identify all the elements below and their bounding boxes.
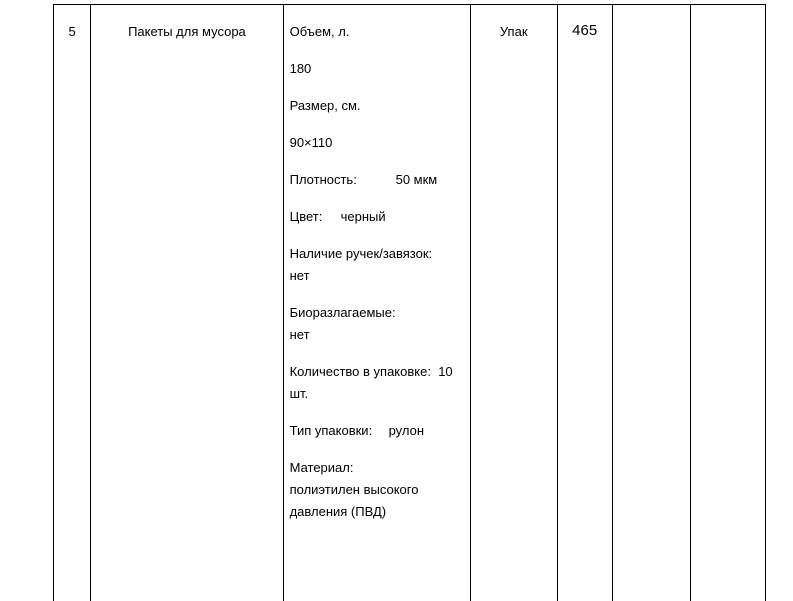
unit-cell xyxy=(470,5,557,601)
unit: Упак xyxy=(500,24,528,39)
handles-value: нет xyxy=(290,268,310,283)
bio-label: Биоразлагаемые: xyxy=(290,305,396,320)
size-label: Размер, см. xyxy=(290,95,462,117)
color-label: Цвет: xyxy=(290,206,341,228)
density-label: Плотность: xyxy=(290,169,396,191)
spec-table xyxy=(53,4,766,601)
size-value: 90×110 xyxy=(290,132,462,154)
count-line xyxy=(290,361,462,405)
volume-value: 180 xyxy=(290,58,462,80)
item-spec-cell xyxy=(283,5,470,601)
material-line xyxy=(290,457,462,523)
table-row xyxy=(54,5,766,601)
bio-value: нет xyxy=(290,327,310,342)
row-number: 5 xyxy=(69,24,76,39)
item-name-cell xyxy=(91,5,283,601)
pack-line xyxy=(290,420,462,442)
quantity-cell xyxy=(557,5,612,601)
quantity: 465 xyxy=(572,22,597,39)
extra-cell-2 xyxy=(691,5,766,601)
pack-value: рулон xyxy=(389,423,424,438)
count-value: 10 шт. xyxy=(290,364,453,401)
volume-label: Объем, л. xyxy=(290,21,462,43)
color-line xyxy=(290,206,462,228)
bio-line xyxy=(290,302,462,346)
handles-line xyxy=(290,243,462,287)
color-value: черный xyxy=(341,209,386,224)
count-label: Количество в упаковке: xyxy=(290,364,431,379)
material-value: полиэтилен высокого давления (ПВД) xyxy=(290,482,419,519)
handles-label: Наличие ручек/завязок: xyxy=(290,246,433,261)
material-label: Материал: xyxy=(290,460,354,475)
row-number-cell xyxy=(54,5,91,601)
extra-cell-1 xyxy=(612,5,691,601)
density-line xyxy=(290,169,462,191)
density-value: 50 мкм xyxy=(396,172,438,187)
pack-label: Тип упаковки: xyxy=(290,420,389,442)
item-name: Пакеты для мусора xyxy=(128,24,246,39)
